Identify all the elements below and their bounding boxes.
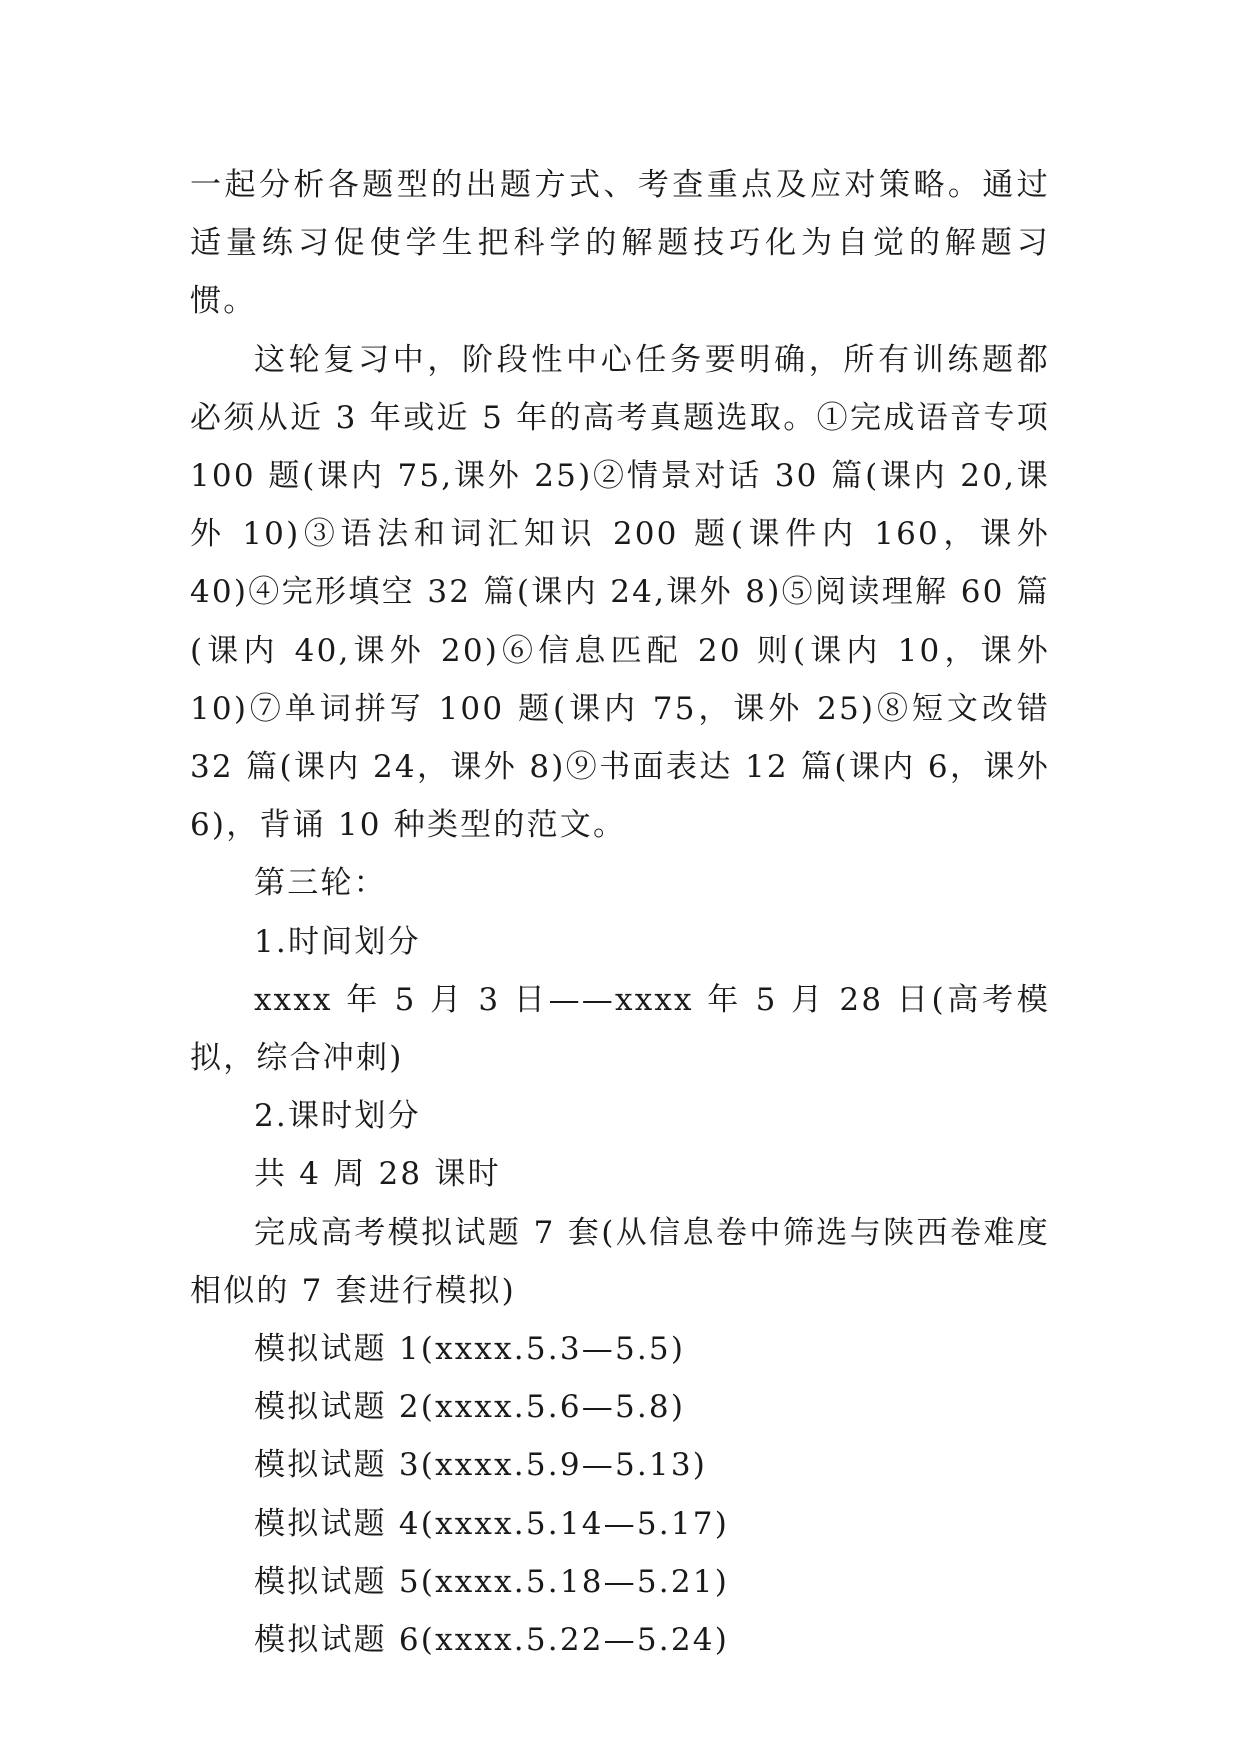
list-item-mock-test: 模拟试题 5(xxxx.5.18—5.21)	[254, 1563, 729, 1600]
list-item-mock-test: 模拟试题 2(xxxx.5.6—5.8)	[254, 1389, 686, 1426]
paragraph-lesson-count: 共 4 周 28 课时	[254, 1156, 501, 1193]
heading-third-round: 第三轮：	[254, 865, 387, 902]
paragraph-mock-exams: 完成高考模拟试题 7 套(从信息卷中筛选与陕西卷难度相似的 7 套进行模拟)	[190, 1214, 1050, 1309]
paragraph-strategy: 一起分析各题型的出题方式、考查重点及应对策略。通过适量练习促使学生把科学的解题技巧化为自觉的解题习惯。	[190, 167, 1050, 320]
heading-lesson-division: 2.课时划分	[254, 1098, 421, 1135]
list-item-mock-test: 模拟试题 3(xxxx.5.9—5.13)	[254, 1447, 708, 1484]
document-body	[190, 156, 1050, 1669]
paragraph-review-tasks: 这轮复习中，阶段性中心任务要明确，所有训练题都必须从近 3 年或近 5 年的高考真题选取。①完成语音专项 100 题(课内 75,课外 25)②情景对话 30 篇(课内 20,课外 10)③语法和词汇知识 200 题(课件内 160，课外 40)④完形填空 32 篇(课内 24,课外 8)⑤阅读理解 60 篇(课内 40,课外 20)⑥信息匹配 20 则(课内 10，课外 10)⑦单词拼写 100 题(课内 75，课外 25)⑧短文改错 32 篇(课内 24，课外 8)⑨书面表达 12 篇(课内 6，课外 6)，背诵 10 种类型的范文。	[190, 341, 1050, 844]
list-item-mock-test: 模拟试题 6(xxxx.5.22—5.24)	[254, 1622, 729, 1659]
list-item-mock-test: 模拟试题 1(xxxx.5.3—5.5)	[254, 1331, 686, 1368]
paragraph-time-range: xxxx 年 5 月 3 日——xxxx 年 5 月 28 日(高考模拟，综合冲刺)	[190, 981, 1050, 1077]
heading-time-division: 1.时间划分	[254, 923, 421, 960]
list-item-mock-test: 模拟试题 4(xxxx.5.14—5.17)	[254, 1505, 729, 1542]
